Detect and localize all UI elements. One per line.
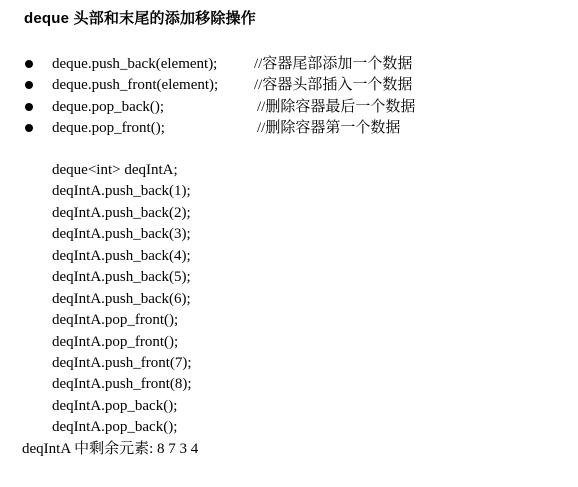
- code-line: deqIntA.pop_front();: [52, 312, 179, 329]
- code-line: deqIntA.push_back(5);: [52, 269, 191, 286]
- bullet-code: deque.pop_front();: [52, 119, 165, 136]
- example-code-block: [52, 160, 192, 439]
- bullet-comment: //删除容器最后一个数据: [257, 98, 416, 115]
- code-line: deqIntA.pop_front();: [52, 333, 179, 350]
- bullet-code: deque.pop_back();: [52, 98, 165, 115]
- bullet-dot-icon: [25, 81, 33, 89]
- bullet-comment: //容器头部插入一个数据: [254, 77, 413, 94]
- code-line: deqIntA.push_back(2);: [52, 204, 191, 221]
- bullet-dot-icon: [25, 103, 33, 111]
- code-line: deqIntA.push_front(8);: [52, 376, 192, 393]
- code-line: deqIntA.push_back(1);: [52, 183, 191, 200]
- code-line: deqIntA.push_back(4);: [52, 247, 191, 264]
- code-line: deqIntA.pop_back();: [52, 419, 178, 436]
- code-line: deqIntA.push_back(3);: [52, 226, 191, 243]
- bullet-code: deque.push_back(element);: [52, 56, 218, 72]
- code-line: deque<int> deqIntA;: [52, 162, 178, 178]
- bullet-comment: //容器尾部添加一个数据: [254, 56, 413, 72]
- bullet-comment: //删除容器第一个数据: [257, 119, 401, 136]
- bullet-dot-icon: [25, 124, 33, 132]
- code-line: deqIntA.push_front(7);: [52, 354, 192, 371]
- bullet-dot-icon: [25, 60, 33, 68]
- result-line: deqIntA 中剩余元素: 8 7 3 4: [22, 441, 199, 457]
- code-line: deqIntA.pop_back();: [52, 397, 178, 414]
- section-heading: deque 头部和末尾的添加移除操作: [24, 10, 256, 27]
- code-line: deqIntA.push_back(6);: [52, 290, 191, 307]
- bullet-code: deque.push_front(element);: [52, 77, 219, 94]
